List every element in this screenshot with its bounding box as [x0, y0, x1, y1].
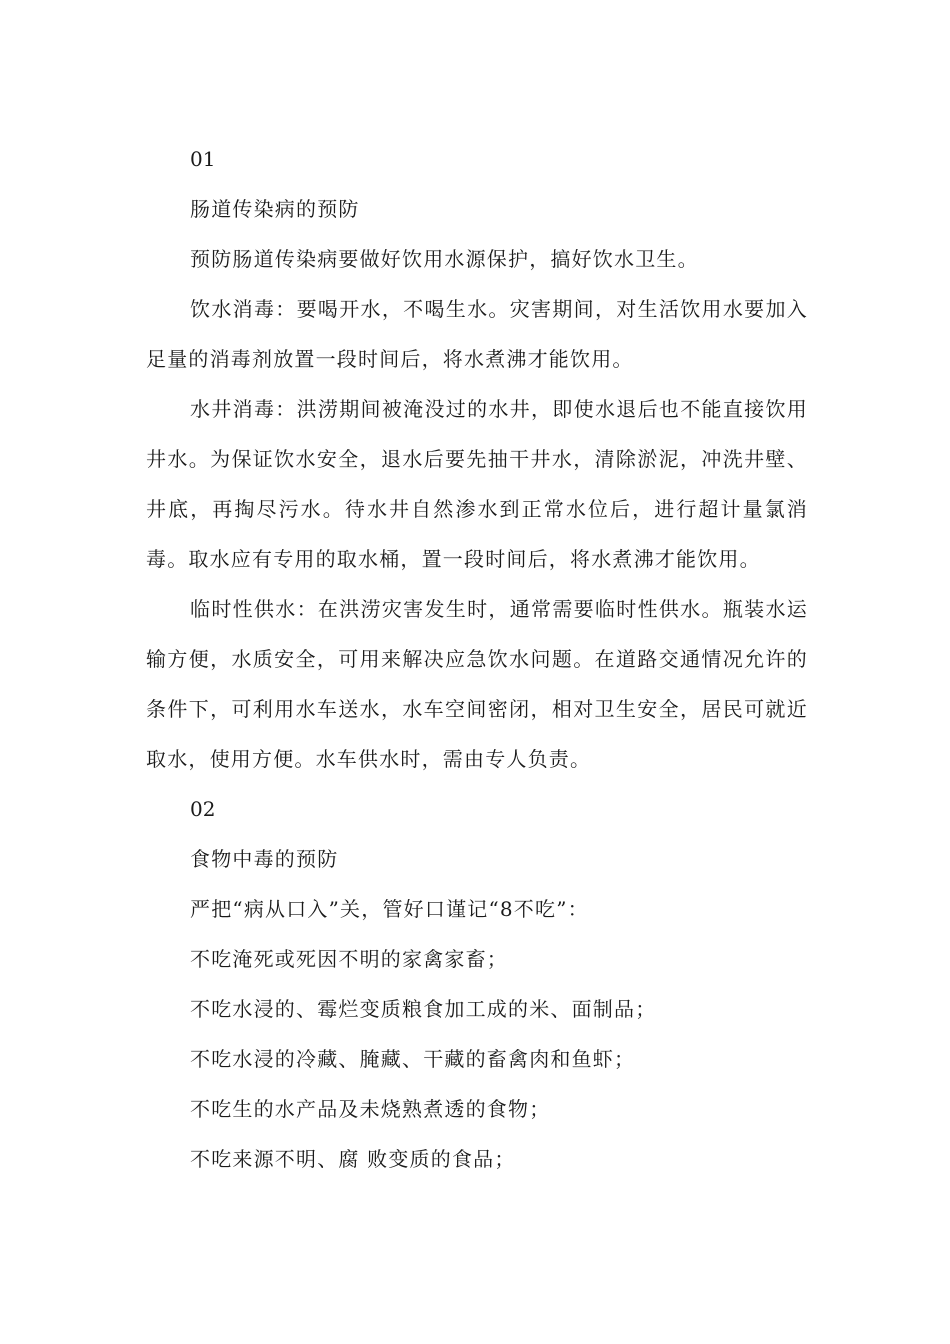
document-body — [146, 134, 808, 1184]
paragraph-temporary-water-supply: 临时性供水：在洪涝灾害发生时，通常需要临时性供水。瓶装水运输方便，水质安全，可用来解决应急饮水问题。在道路交通情况允许的条件下，可利用水车送水，水车空间密闭，相对卫生安全，居民可就近取水，使用方便。水车供水时，需由专人负责。 — [146, 597, 808, 771]
list-item-dont-eat-4: 不吃生的水产品及未烧熟煮透的食物； — [190, 1097, 551, 1121]
list-item-dont-eat-2: 不吃水浸的、霉烂变质粮食加工成的米、面制品； — [190, 997, 657, 1021]
section-heading-intestinal-disease: 肠道传染病的预防 — [190, 197, 360, 221]
paragraph-water-protection: 预防肠道传染病要做好饮用水源保护，搞好饮水卫生。 — [190, 247, 699, 271]
section-number-01: 01 — [190, 147, 216, 171]
paragraph-well-disinfection: 水井消毒：洪涝期间被淹没过的水井，即使水退后也不能直接饮用井水。为保证饮水安全，退水后要先抽干井水，清除淤泥，冲洗井壁、井底，再掏尽污水。待水井自然渗水到正常水位后，进行超计量氯消毒。取水应有专用的取水桶，置一段时间后，将水煮沸才能饮用。 — [146, 397, 808, 571]
list-item-dont-eat-5: 不吃来源不明、腐 败变质的食品； — [190, 1147, 516, 1171]
paragraph-drinking-water-disinfection: 饮水消毒：要喝开水，不喝生水。灾害期间，对生活饮用水要加入足量的消毒剂放置一段时间后，将水煮沸才能饮用。 — [146, 297, 808, 371]
section-number-02: 02 — [190, 797, 216, 821]
section-heading-food-poisoning: 食物中毒的预防 — [190, 847, 339, 871]
list-item-dont-eat-3: 不吃水浸的冷藏、腌藏、干藏的畜禽肉和鱼虾； — [190, 1047, 636, 1071]
paragraph-eight-dont-eat-intro: 严把“病从口入”关，管好口谨记“8不吃”： — [190, 897, 589, 921]
list-item-dont-eat-1: 不吃淹死或死因不明的家禽家畜； — [190, 947, 508, 971]
